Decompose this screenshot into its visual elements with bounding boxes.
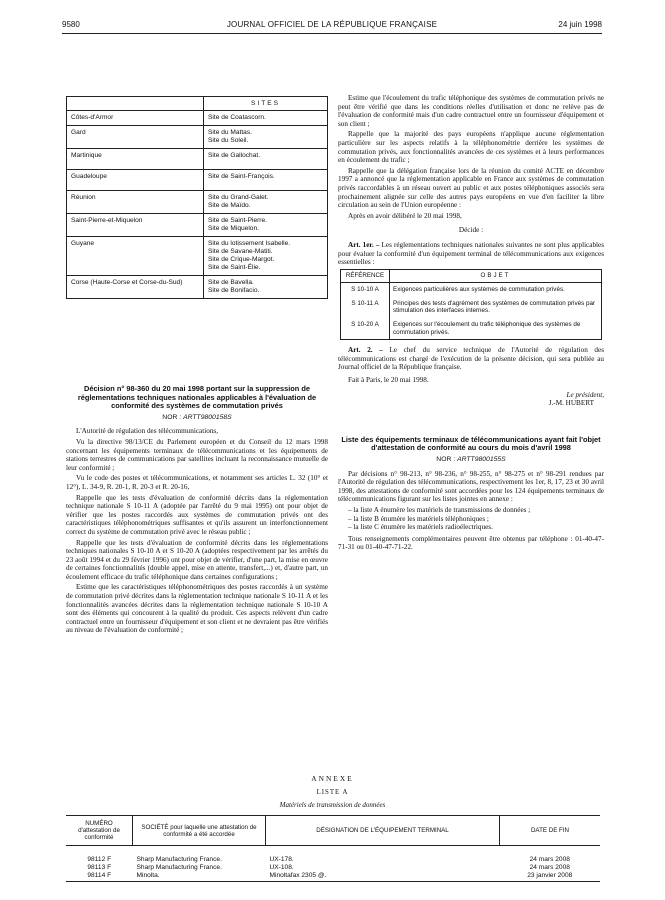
journal-title: JOURNAL OFFICIEL DE LA RÉPUBLIQUE FRANÇAISE — [226, 20, 438, 29]
table-row — [66, 846, 600, 865]
paragraph: Par décisions n° 98-213, n° 98-236, n° 98-255, n° 98-275 et n° 98-291 rendues par l'Autorité de régulation des télécommunications, respectivement les 1er, 8, 17, 23 et 30 avril 1998, des attestations de conformité sont accordées pour les 124 équipements terminaux de télécommunications figurant sur les listes jointes en annexe : — [338, 469, 604, 504]
table-row — [67, 276, 328, 299]
references-table — [340, 269, 602, 341]
site-name: Site du Mattas. — [208, 129, 252, 136]
article-1 — [338, 241, 604, 267]
nor-code: ARTT9800155S — [457, 456, 506, 463]
territory-cell: Gard — [67, 126, 204, 149]
table-row — [66, 864, 600, 872]
nor-reference — [66, 414, 328, 423]
decision-title: Décision n° 98-360 du 20 mai 1998 portant sur la suppression de réglementations techniques nationales applicables à l'évaluation de conformité des systèmes de commutation privés — [77, 384, 317, 411]
sites-cell — [204, 170, 328, 191]
obj-cell: Exigences particulières aux systèmes de commutation privés. — [393, 286, 565, 294]
table-row — [341, 283, 602, 297]
col-designation: DÉSIGNATION DE L'ÉQUIPEMENT TERMINAL — [266, 816, 500, 846]
site-name: Site de Coatascorn. — [208, 114, 266, 121]
sites-cell — [204, 149, 328, 170]
table-row — [67, 214, 328, 237]
ref-cell: S 10-11 A — [341, 297, 390, 318]
header-rule — [62, 33, 602, 34]
obj-cell: Principes des tests d'agrément des systèmes de commutation privés par stimulation des interfaces internes. — [393, 299, 596, 315]
sites-cell — [204, 214, 328, 237]
list-item: – la liste A énumère les matériels de transmissions de données ; — [348, 505, 531, 514]
site-name: Site de Miquelon. — [208, 225, 259, 232]
list-title: Liste des équipements terminaux de télécommunications ayant fait l'objet d'attestation de conformité au cours du mois d'avril 1998 — [341, 434, 601, 453]
table-row — [67, 149, 328, 170]
site-name: Site de Saint-Pierre. — [208, 217, 268, 224]
territory-cell: Guyane — [67, 237, 204, 276]
obj-cell: Exigences sur l'écoulement du trafic téléphonique des systèmes de commutation privés. — [393, 321, 581, 336]
col-end-date: DATE DE FIN — [500, 816, 601, 846]
number-cell: 98112 F — [87, 856, 112, 863]
table-row — [67, 191, 328, 214]
site-name: Site du Grand-Galet. — [208, 194, 269, 201]
table-row — [341, 297, 602, 318]
paragraph: Estime que les caractéristiques téléphonométriques des postes raccordés à un système de commutation privé décrites dans la réglementation technique nationale S 10-11 A et les fonctionnalités avancées décrites dans la réglementation technique nationale S 10-10 A sont des éléments qui concourent à la qualité du produit. Ces aspects relèvent d'un cadre contractuel entre un fournisseur d'équipement et son client et ne devraient pas être vérifiés au niveau de l'évaluation de conformité ; — [66, 583, 328, 635]
company-cell: Sharp Manufacturing France. — [136, 856, 222, 863]
nor-label: NOR : — [162, 413, 182, 421]
site-name: Site de Gallochat. — [208, 152, 261, 159]
paragraph: Après en avoir délibéré le 20 mai 1998, — [348, 211, 462, 220]
article-2-text: Le chef du service technique de l'Autorité de régulation des télécommunications est chargé de l'exécution de la présente décision, qui sera publiée au Journal officiel de la République française. — [338, 346, 604, 372]
col-company: SOCIÉTÉ pour laquelle une attestation de conformité a été accordée — [133, 816, 266, 846]
paragraph: Tous renseignements complémentaires peuvent être obtenus par téléphone : 01-40-47-71-31 ou 01-40-47-71-22. — [338, 534, 604, 552]
territory-cell: Réunion — [67, 191, 204, 214]
number-cell: 98113 F — [87, 864, 112, 872]
signed-date: Fait à Paris, le 20 mai 1998. — [348, 376, 429, 385]
sites-cell — [204, 237, 328, 276]
president-name: J.-M. HUBERT — [548, 399, 594, 408]
site-name: Site de Crique-Margot. — [208, 256, 275, 263]
end-date-cell: 23 janvier 2008 — [527, 872, 573, 880]
article-1-text: Les réglementations techniques nationales suivantes ne sont plus applicables pour évaluer la conformité d'un équipement terminal de télécommunications aux exigences essentielles : — [338, 240, 605, 267]
col-number: NUMÉRO d'attestation de conformité — [66, 816, 133, 846]
sites-cell — [204, 126, 328, 149]
paragraph: L'Autorité de régulation des télécommunications, — [76, 427, 219, 436]
paragraph: Rappelle que les tests d'évaluation de conformité décrits dans la réglementation technique nationale S 10-11 A (adoptée par l'arrêté du 9 mai 1995) ont pour objet de vérifier que les postes raccordés aux systèmes de commutation privés ont des caractéristiques téléphonométriques suffisantes et qu'ils assurent un interfonctionnement correct du système de commutation privé avec le réseau public ; — [66, 493, 328, 536]
sites-cell — [204, 111, 328, 126]
territory-cell: Martinique — [67, 149, 204, 170]
table-row — [67, 170, 328, 191]
left-column — [66, 385, 328, 637]
nor-reference — [338, 456, 604, 465]
equipment-table — [66, 815, 600, 882]
site-name: Site de Maïdo. — [208, 202, 251, 209]
territory-cell: Corse (Haute-Corse et Corse-du-Sud) — [67, 276, 204, 299]
equipment-cell: UX-178. — [269, 856, 294, 863]
sites-cell — [204, 276, 328, 299]
site-name: Site de Bonifacio. — [208, 287, 260, 294]
paragraph: Rappelle que les tests d'évaluation de conformité décrits dans les réglementations techniques nationales S 10-10 A et S 10-20 A (adoptées respectivement par les arrêtés du 23 août 1994 et du 29 février 1996) ont pour objet de vérifier, d'une part, la mise en œuvre de certaines fonctionnalités (double appel, mise en attente, transfert,...) et, d'autre part, un écoulement efficace du trafic téléphonique dans certaines configurations ; — [66, 538, 328, 581]
annexe-title: ANNEXE — [311, 774, 354, 783]
territory-cell: Guadeloupe — [67, 170, 204, 191]
paragraph: Rappelle que la délégation française lors de la réunion du comité ACTE en décembre 1997 a annoncé que la réglementation applicable en France aux systèmes de commutation privés raccordables à un réseau ouvert au public et aux postes téléphoniques associés sera prochainement alignée sur celle des autres pays européens en vue d'en faciliter la libre circulation au sein de l'Union européenne : — [338, 166, 604, 210]
site-name: Site de Saint-François. — [208, 173, 275, 180]
end-date-cell: 24 mars 2008 — [529, 856, 570, 863]
nor-label: NOR : — [436, 456, 456, 463]
site-name: Site de Bavella. — [208, 279, 254, 286]
list-item: – la liste C énumère les matériels radioélectriques. — [348, 523, 493, 532]
ref-cell: S 10-20 A — [341, 318, 390, 340]
list-item: – la liste B énumère les matériels téléphoniques ; — [348, 514, 489, 523]
paragraph: Vu le code des postes et télécommunications, et notamment ses articles L. 32 (10° et 12°), L. 34-9, R. 20-1, R. 20-3 et R. 20-16, — [66, 474, 328, 491]
col-objet: OBJET — [390, 269, 602, 283]
nor-code: ARTT9800158S — [183, 413, 232, 421]
company-cell: Sharp Manufacturing France. — [136, 864, 222, 872]
paragraph: Estime que l'écoulement du trafic téléphonique des systèmes de commutation privés ne peut être vérifié que dans les conditions réelles d'utilisation et donc ne relève pas de l'évaluation de conformité mais d'un cadre contractuel entre un fournisseur d'équipement et son client ; — [338, 94, 604, 128]
ref-cell: S 10-10 A — [341, 283, 390, 297]
sites-cell — [204, 191, 328, 214]
paragraph: Vu la directive 98/13/CE du Parlement européen et du Conseil du 12 mars 1998 concernant les équipements terminaux de télécommunications et les équipements de stations terrestres de communications par satellites incluant la reconnaissance mutuelle de leur conformité ; — [66, 437, 328, 472]
territory-cell: Côtes-d'Armor — [67, 111, 204, 126]
number-cell: 98114 F — [87, 872, 112, 880]
site-name: Site de Saint-Élie. — [208, 264, 261, 271]
issue-date: 24 juin 1998 — [558, 20, 602, 29]
equipment-cell: Minoltafax 2305 @. — [269, 872, 327, 880]
table-row — [67, 126, 328, 149]
company-cell: Minolta. — [136, 872, 160, 880]
table-row — [67, 111, 328, 126]
equipment-cell: UX-108. — [269, 864, 294, 872]
sites-table-blank-header — [67, 97, 204, 111]
page-number: 9580 — [62, 20, 80, 29]
end-date-cell: 24 mars 2008 — [529, 864, 570, 872]
sites-table-header: SITES — [204, 97, 328, 111]
site-name: Site du Soleil. — [208, 137, 249, 144]
article-2 — [338, 346, 604, 372]
site-name: Site de Savane-Matiti. — [208, 248, 273, 255]
right-column — [338, 94, 604, 554]
president-title: Le président, — [566, 390, 604, 399]
paragraph: Rappelle que la majorité des pays européens n'applique aucune réglementation particulière sur les aspects relatifs à la téléphonométrie derrière les systèmes de commutation privés, aux fonctionnalités avancées de ces systèmes et à leurs performances en écoulement du trafic ; — [338, 130, 604, 165]
article-2-label: Art. 2. – — [348, 346, 383, 355]
col-reference: RÉFÉRENCE — [341, 269, 390, 283]
table-row — [341, 318, 602, 340]
article-1-label: Art. 1er. – — [348, 240, 380, 249]
table-row — [67, 237, 328, 276]
annexe-subtitle: Matériels de transmission de données — [279, 801, 386, 809]
list-label: LISTE A — [316, 789, 349, 796]
decide-heading: Décide : — [458, 226, 484, 235]
sites-table — [66, 96, 328, 299]
table-row — [66, 872, 600, 881]
site-name: Site du lotissement Isabelle. — [208, 240, 291, 247]
territory-cell: Saint-Pierre-et-Miquelon — [67, 214, 204, 237]
